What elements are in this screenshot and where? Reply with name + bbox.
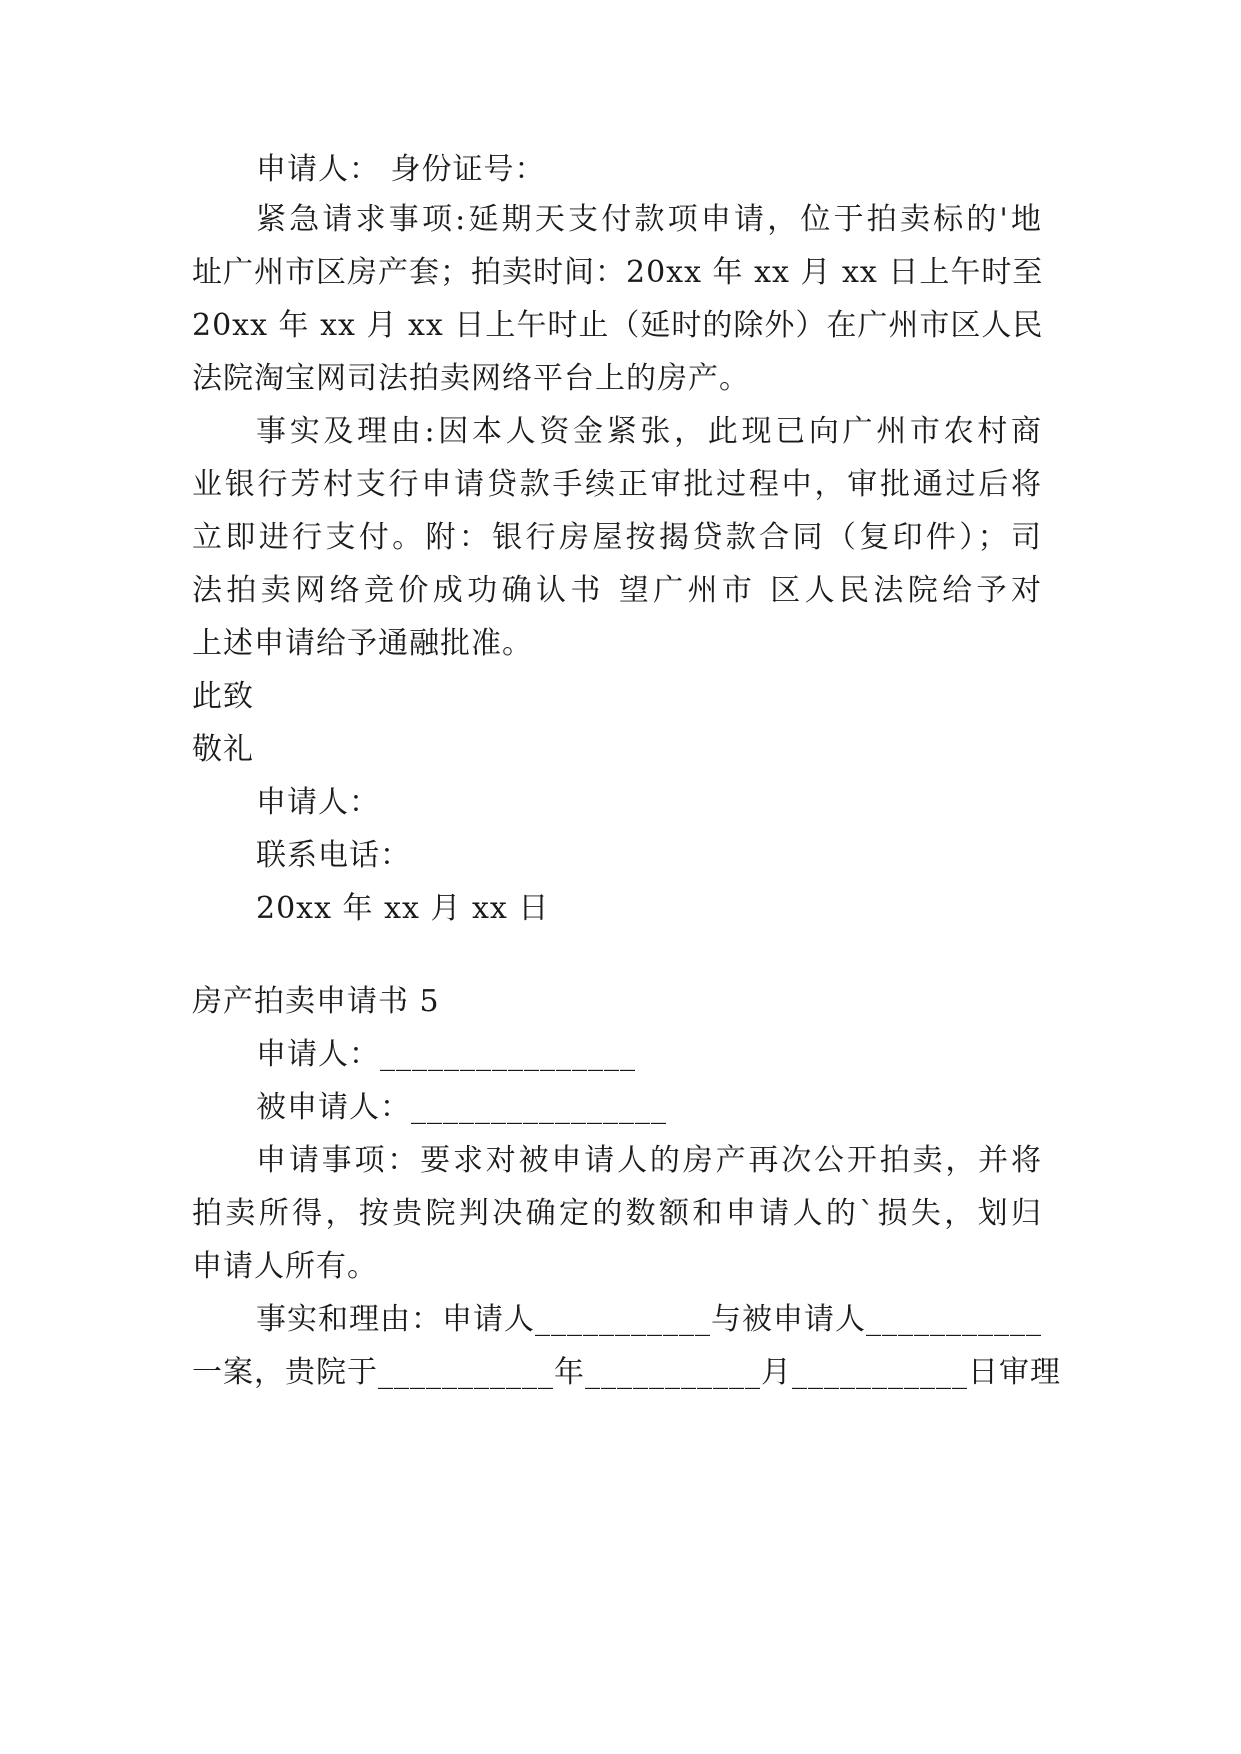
section-title: 房产拍卖申请书 5 — [192, 984, 440, 1019]
applicant-line: 申请人：________________ — [256, 1037, 636, 1072]
request-items-line-3: 申请人所有。 — [192, 1249, 378, 1284]
facts-reasons-line-1: 事实及理由:因本人资金紧张，此现已向广州市农村商 — [256, 414, 1042, 449]
closing-cizhi: 此致 — [192, 679, 254, 714]
facts-reasons-line-3: 立即进行支付。附：银行房屋按揭贷款合同（复印件）；司 — [192, 520, 1042, 555]
urgent-request-line-1: 紧急请求事项:延期天支付款项申请，位于拍卖标的'地 — [256, 202, 1042, 237]
signature-date: 20xx 年 xx 月 xx 日 — [256, 891, 550, 926]
urgent-request-line-2: 址广州市区房产套；拍卖时间：20xx 年 xx 月 xx 日上午时至 — [192, 255, 1044, 290]
facts-reasons-line-4: 法拍卖网络竞价成功确认书 望广州市 区人民法院给予对 — [192, 573, 1042, 608]
applicant-id-line: 申请人： 身份证号： — [256, 152, 546, 187]
signature-phone: 联系电话： — [256, 838, 411, 873]
urgent-request-line-3: 20xx 年 xx 月 xx 日上午时止（延时的除外）在广州市区人民 — [192, 308, 1044, 343]
closing-jingli: 敬礼 — [192, 732, 254, 767]
request-items-line-1: 申请事项：要求对被申请人的房产再次公开拍卖，并将 — [256, 1143, 1042, 1178]
signature-applicant: 申请人： — [256, 785, 380, 820]
facts-line-1: 事实和理由：申请人___________与被申请人___________ — [256, 1302, 1042, 1337]
facts-reasons-line-2: 业银行芳村支行申请贷款手续正审批过程中，审批通过后将 — [192, 467, 1042, 502]
respondent-line: 被申请人：________________ — [256, 1090, 667, 1125]
facts-line-2: 一案，贵院于___________年___________月___________日审理 — [192, 1355, 1061, 1390]
request-items-line-2: 拍卖所得，按贵院判决确定的数额和申请人的`损失，划归 — [192, 1196, 1042, 1231]
urgent-request-line-4: 法院淘宝网司法拍卖网络平台上的房产。 — [192, 361, 750, 396]
facts-reasons-line-5: 上述申请给予通融批准。 — [192, 626, 533, 661]
